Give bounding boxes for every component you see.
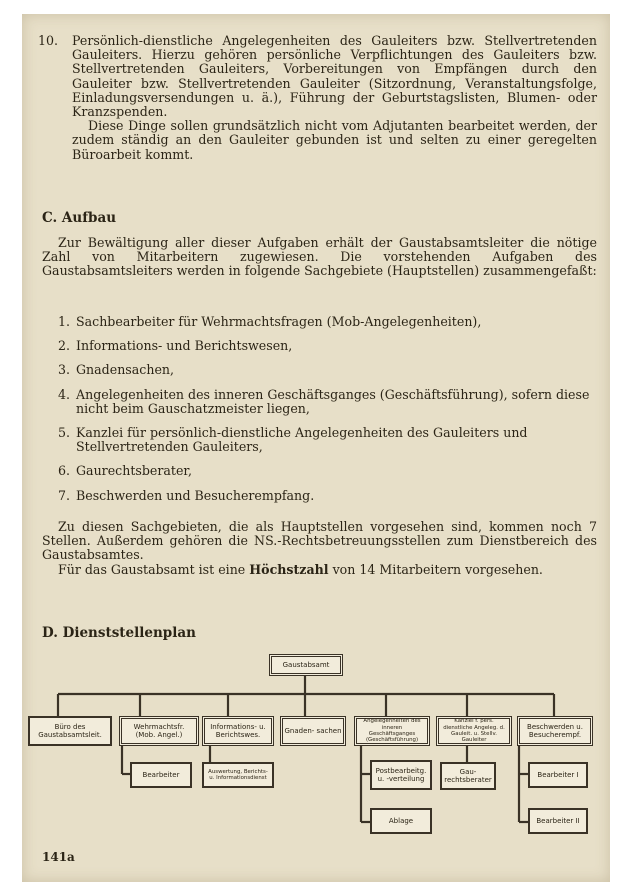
org-box-beschwerden: Beschwerden u. Besucherempf.: [517, 716, 593, 746]
item-10-text: Persönlich-dienstliche Angelegenheiten des Gauleiters bzw. Stellvertretenden Gauleiters. Hierzu gehören persönliche Verpflichtungen des Gauleiters bzw. Stellvertretenden Gauleiters, Vorbereitungen von Empfängen durch den Gauleiter bzw. Stellvertretenden Gauleiter (Sitzordnung, Veranstaltungsfolge, Einladungsversendungen u. ä.), Führung der Geburtstagslisten, Blumen- oder Kranzspenden.: [72, 33, 597, 120]
list-item-text: Gnadensachen,: [76, 362, 175, 378]
list-item: [58, 388, 598, 416]
closing-text-bold: Höchstzahl: [249, 561, 329, 577]
section-d-heading: D. Dienststellenplan: [42, 625, 196, 641]
list-item-text: Informations- und Berichtswesen,: [76, 338, 293, 354]
org-box-ablage: Ablage: [370, 808, 432, 834]
closing-paragraph-2: [42, 563, 597, 577]
org-box-bearbeiter-1: Bearbeiter I: [528, 762, 588, 788]
org-box-geschaeftsfuehrung: Angelegenheiten des inneren Geschäftsganges (Geschäftsführung): [354, 716, 430, 746]
list-item-number: 7.: [58, 487, 71, 503]
list-item-number: 2.: [58, 338, 71, 354]
list-item: [58, 315, 598, 329]
list-item-text: Angelegenheiten des inneren Geschäftsganges (Geschäftsführung), sofern diese nicht beim Gauschatzmeister liegen,: [76, 386, 590, 416]
closing-paragraph-1: Zu diesen Sachgebieten, die als Hauptstellen vorgesehen sind, kommen noch 7 Stellen. Außerdem gehören die NS.-Rechtsbetreuungsstellen zum Dienstbereich des Gaustabsamtes.: [42, 519, 597, 563]
section-c-intro: Zur Bewältigung aller dieser Aufgaben erhält der Gaustabsamtsleiter die nötige Zahl von Mitarbeitern zugewiesen. Die vorstehenden Aufgaben des Gaustabsamtsleiters werden in folgende Sachgebiete (Hauptstellen) zusammengefaßt:: [42, 235, 597, 279]
list-item-number: 3.: [58, 362, 71, 378]
org-box-bearbeiter: Bearbeiter: [130, 762, 192, 788]
item-10: [38, 33, 597, 162]
org-box-gaurechtsberater: Gau- rechtsberater: [440, 762, 496, 790]
item-10-text-2: Diese Dinge sollen grundsätzlich nicht vom Adjutanten bearbeitet werden, der zudem ständig an den Gauleiter gebunden ist und selten zu einer geregelten Büroarbeit kommt.: [72, 118, 597, 162]
list-item-number: 6.: [58, 463, 71, 479]
org-box-auswertung: Auswertung, Berichts- u. Informationsdienst: [202, 762, 274, 788]
section-c-closing: [42, 520, 597, 577]
section-c-heading: C. Aufbau: [42, 210, 117, 226]
list-item: [58, 489, 598, 503]
org-box-gnadensachen: Gnaden- sachen: [280, 716, 346, 746]
list-item: [58, 426, 598, 454]
list-item-text: Beschwerden und Besucherempfang.: [76, 487, 315, 503]
list-item-number: 4.: [58, 386, 71, 402]
org-root-gaustabsamt: Gaustabsamt: [269, 654, 343, 676]
org-box-wehrmacht: Wehrmachtsfr. (Mob. Angel.): [119, 716, 199, 746]
org-box-kanzlei: Kanzlei f. pers. dienstliche Angeleg. d. Gauleit. u. Stellv. Gauleiter: [436, 716, 512, 746]
list-item-number: 5.: [58, 425, 71, 441]
org-box-bearbeiter-2: Bearbeiter II: [528, 808, 588, 834]
page-number: 141a: [42, 850, 75, 864]
item-10-number: 10.: [38, 33, 59, 48]
list-item-text: Gaurechtsberater,: [76, 463, 193, 479]
org-box-buero: Büro des Gaustabsamtsleit.: [28, 716, 112, 746]
list-item: [58, 363, 598, 377]
org-box-postbearbeitung: Postbearbeitg. u. -verteilung: [370, 760, 432, 790]
sachgebiete-list: [58, 315, 598, 513]
closing-text-pre: Für das Gaustabsamt ist eine: [58, 561, 250, 577]
list-item-text: Kanzlei für persönlich-dienstliche Angelegenheiten des Gauleiters und Stellvertretenden Gauleiters,: [76, 425, 528, 455]
closing-text-post: von 14 Mitarbeitern vorgesehen.: [328, 561, 543, 577]
list-item-text: Sachbearbeiter für Wehrmachtsfragen (Mob-Angelegenheiten),: [76, 314, 482, 329]
list-item: [58, 339, 598, 353]
org-box-information: Informations- u. Berichtswes.: [202, 716, 274, 746]
list-item: [58, 464, 598, 478]
list-item-number: 1.: [58, 314, 71, 329]
